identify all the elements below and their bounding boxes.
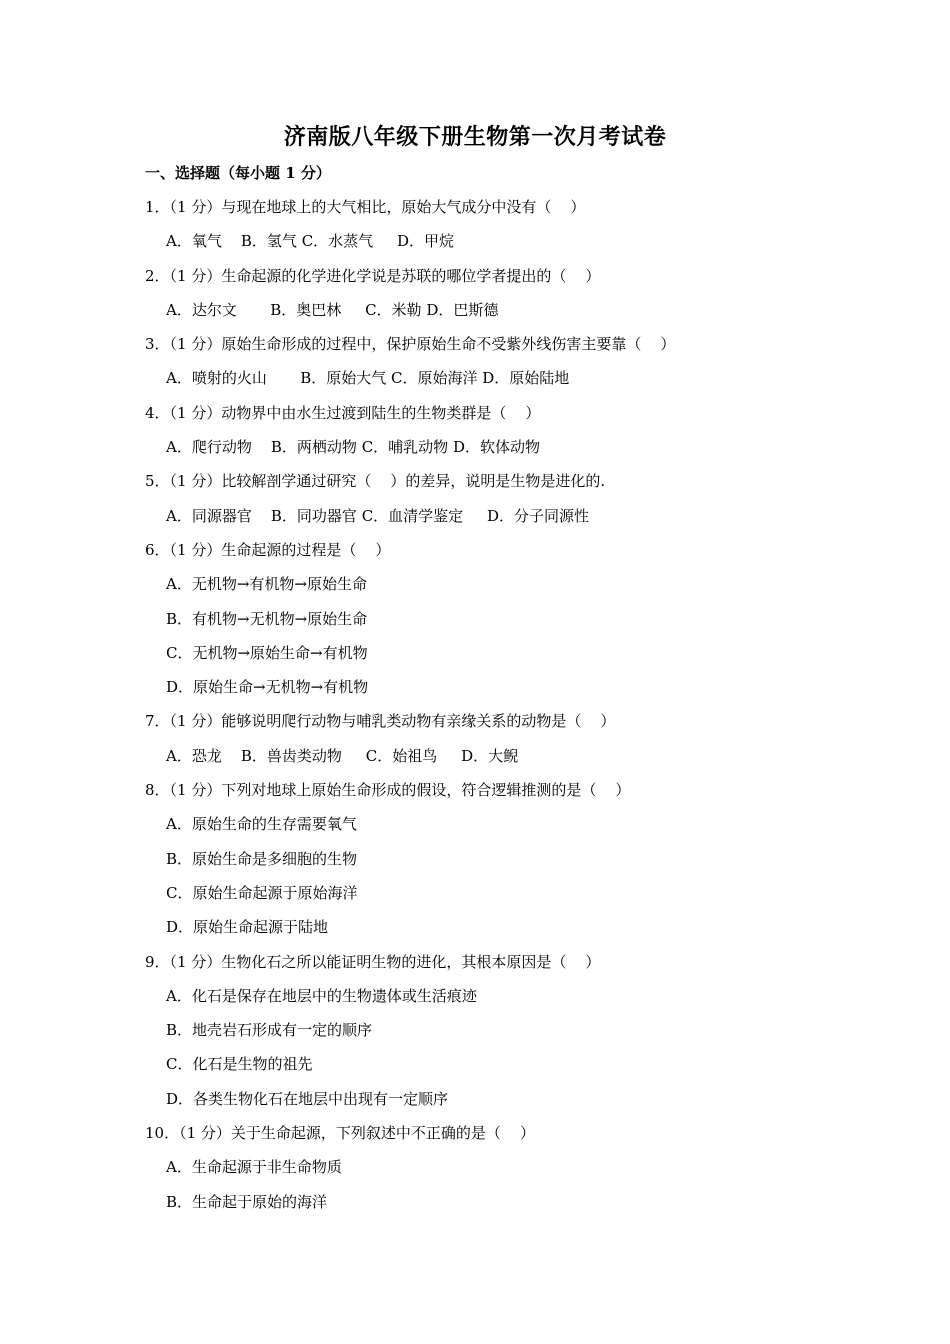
answer-options: A．原始生命的生存需要氧气 — [166, 815, 357, 834]
answer-options: A．化石是保存在地层中的生物遗体或生活痕迹 — [166, 986, 477, 1005]
answer-options: A．爬行动物 B．两栖动物 C．哺乳动物 D．软体动物 — [166, 438, 540, 457]
section-heading: 一、选择题（每小题 1 分） — [145, 164, 331, 182]
answer-options: B．生命起于原始的海洋 — [166, 1192, 328, 1211]
answer-options: A．生命起源于非生命物质 — [166, 1158, 342, 1177]
answer-options: C．无机物→原始生命→有机物 — [166, 643, 368, 662]
answer-options: D．原始生命→无机物→有机物 — [166, 678, 369, 697]
question-stem: 3．（1 分）原始生命形成的过程中，保护原始生命不受紫外线伤害主要靠（ ） — [145, 335, 676, 354]
answer-options: C．原始生命起源于原始海洋 — [166, 883, 358, 902]
question-stem: 9．（1 分）生物化石之所以能证明生物的进化，其根本原因是（ ） — [145, 952, 601, 971]
question-stem: 4．（1 分）动物界中由水生过渡到陆生的生物类群是（ ） — [145, 403, 541, 422]
answer-options: A．喷射的火山 B．原始大气 C．原始海洋 D．原始陆地 — [166, 369, 570, 388]
answer-options: A．达尔文 B．奥巴林 C．米勒 D．巴斯德 — [166, 300, 499, 319]
question-stem: 2．（1 分）生命起源的化学进化学说是苏联的哪位学者提出的（ ） — [145, 266, 601, 285]
answer-options: D．各类生物化石在地层中出现有一定顺序 — [166, 1089, 449, 1108]
question-stem: 7．（1 分）能够说明爬行动物与哺乳类动物有亲缘关系的动物是（ ） — [145, 712, 616, 731]
question-stem: 10．（1 分）关于生命起源，下列叙述中不正确的是（ ） — [145, 1124, 535, 1143]
page-title: 济南版八年级下册生物第一次月考试卷 — [283, 124, 667, 150]
answer-options: A．无机物→有机物→原始生命 — [166, 575, 367, 594]
answer-options: A．恐龙 B．兽齿类动物 C．始祖鸟 D．大鲵 — [166, 746, 519, 765]
answer-options: A．同源器官 B．同功器官 C．血清学鉴定 D．分子同源性 — [166, 506, 590, 525]
answer-options: B．有机物→无机物→原始生命 — [166, 609, 368, 628]
answer-options: B．原始生命是多细胞的生物 — [166, 849, 358, 868]
question-stem: 6．（1 分）生命起源的过程是（ ） — [145, 540, 391, 559]
question-stem: 8．（1 分）下列对地球上原始生命形成的假设，符合逻辑推测的是（ ） — [145, 781, 631, 800]
question-stem: 5．（1 分）比较解剖学通过研究（ ）的差异，说明是生物是进化的. — [145, 472, 606, 491]
answer-options: B．地壳岩石形成有一定的顺序 — [166, 1021, 373, 1040]
answer-options: C．化石是生物的祖先 — [166, 1055, 313, 1074]
question-stem: 1．（1 分）与现在地球上的大气相比，原始大气成分中没有（ ） — [145, 198, 586, 216]
question-list — [145, 190, 845, 1219]
answer-options: D．原始生命起源于陆地 — [166, 918, 329, 937]
answer-options: A．氧气 B．氢气 C．水蒸气 D．甲烷 — [166, 232, 455, 251]
